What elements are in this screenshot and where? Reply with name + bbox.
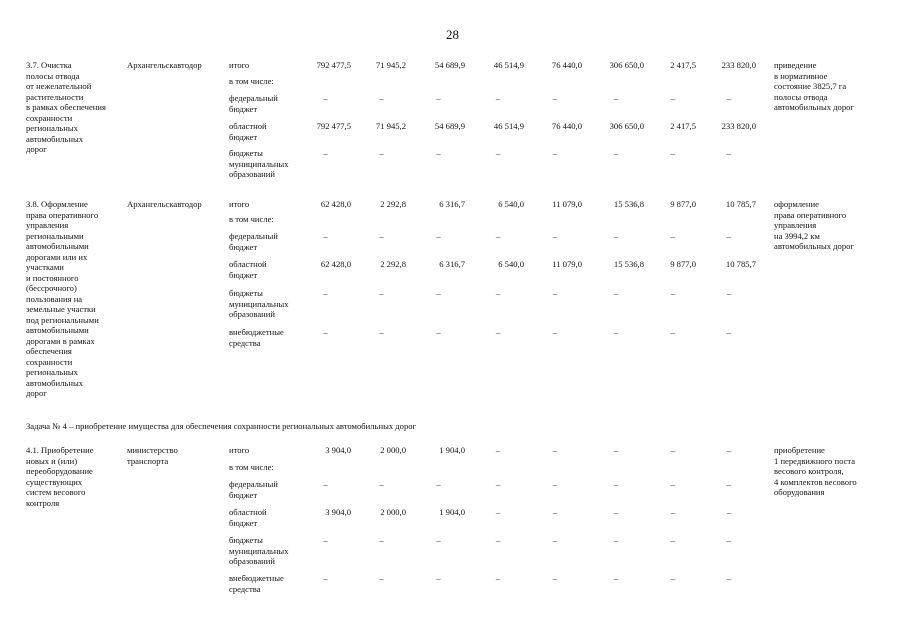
value-cell: 11 079,0 (552, 199, 582, 209)
value-cell: 1 904,0 (439, 445, 465, 455)
value-cell: – (379, 288, 384, 298)
value-cell: 792 477,5 (316, 121, 351, 131)
value-cell: 792 477,5 (316, 60, 351, 70)
value-cell: 9 877,0 (670, 199, 696, 209)
row-result: приведение в нормативное состояние 3825,7 га полосы отвода автомобильных дорог (774, 60, 854, 112)
value-cell: 2 417,5 (670, 60, 696, 70)
value-cell: 10 785,7 (725, 259, 756, 269)
row-executor: Архангельскавтодор (127, 199, 202, 209)
value-cell: – (495, 535, 501, 545)
value-cell: – (323, 327, 328, 337)
value-cell: – (552, 573, 558, 583)
value-cell: 3 904,0 (325, 445, 351, 455)
value-cell: – (613, 93, 619, 103)
value-cell: 46 514,9 (493, 121, 524, 131)
value-cell: – (436, 93, 441, 103)
value-cell: – (670, 479, 676, 489)
value-cell: 6 316,7 (439, 199, 465, 209)
value-cell: 62 428,0 (320, 259, 351, 269)
value-cell: 15 536,8 (613, 259, 644, 269)
value-cell: – (613, 327, 619, 337)
value-cell: – (552, 445, 558, 455)
value-cell: – (436, 573, 441, 583)
value-cell: – (613, 445, 619, 455)
source-label: областной бюджет (229, 121, 267, 142)
value-cell: – (670, 148, 676, 158)
row-executor: министерство транспорта (127, 445, 178, 466)
value-cell: 15 536,8 (613, 199, 644, 209)
value-cell: 1 904,0 (439, 507, 465, 517)
value-cell: 2 292,8 (380, 259, 406, 269)
value-cell: 6 540,0 (498, 199, 524, 209)
value-cell: – (670, 445, 676, 455)
value-cell: – (670, 535, 676, 545)
value-cell: 11 079,0 (552, 259, 582, 269)
value-cell: – (436, 288, 441, 298)
value-cell: 233 820,0 (721, 121, 756, 131)
value-cell: – (670, 507, 676, 517)
value-cell: – (670, 288, 676, 298)
task-heading: Задача № 4 – приобретение имущества для обеспечения сохранности региональных автомобильных дорог (26, 421, 417, 431)
value-cell: – (613, 573, 619, 583)
row-title: 3.8. Оформление права оперативного управления региональными автомобильными дорогами или их участками и постоянного (бессрочного) пользования на земельные участки под региональными автомобильными дорогами в рамках обеспечения сохранности региональных автомобильных дорог (26, 199, 99, 398)
source-label: федеральный бюджет (229, 231, 278, 252)
source-label: в том числе: (229, 76, 274, 86)
value-cell: – (323, 535, 328, 545)
value-cell: – (726, 148, 732, 158)
value-cell: 2 417,5 (670, 121, 696, 131)
value-cell: 2 292,8 (380, 199, 406, 209)
value-cell: – (379, 535, 384, 545)
page-number: 28 (446, 27, 459, 42)
source-label: бюджеты муниципальных образований (229, 535, 289, 566)
source-label: в том числе: (229, 462, 274, 472)
value-cell: – (552, 535, 558, 545)
value-cell: – (726, 231, 732, 241)
source-label: федеральный бюджет (229, 93, 278, 114)
source-label: итого (229, 445, 250, 455)
value-cell: – (323, 148, 328, 158)
value-cell: – (613, 535, 619, 545)
value-cell: – (552, 93, 558, 103)
value-cell: – (323, 573, 328, 583)
value-cell: 10 785,7 (725, 199, 756, 209)
value-cell: – (552, 327, 558, 337)
value-cell: – (552, 148, 558, 158)
value-cell: 6 540,0 (498, 259, 524, 269)
value-cell: – (726, 479, 732, 489)
value-cell: – (323, 231, 328, 241)
value-cell: 6 316,7 (439, 259, 465, 269)
value-cell: – (379, 573, 384, 583)
value-cell: – (495, 288, 501, 298)
value-cell: – (323, 288, 328, 298)
row-executor: Архангельскавтодор (127, 60, 202, 70)
value-cell: – (495, 445, 501, 455)
value-cell: 9 877,0 (670, 259, 696, 269)
value-cell: – (379, 231, 384, 241)
value-cell: – (379, 148, 384, 158)
source-label: бюджеты муниципальных образований (229, 288, 289, 319)
value-cell: – (323, 93, 328, 103)
value-cell: – (552, 288, 558, 298)
value-cell: 3 904,0 (325, 507, 351, 517)
value-cell: – (495, 573, 501, 583)
value-cell: – (613, 288, 619, 298)
value-cell: – (495, 327, 501, 337)
source-label: внебюджетные средства (229, 573, 284, 594)
value-cell: 54 689,9 (434, 121, 465, 131)
source-label: итого (229, 60, 250, 70)
value-cell: – (613, 148, 619, 158)
value-cell: – (726, 93, 732, 103)
value-cell: 62 428,0 (320, 199, 351, 209)
value-cell: 233 820,0 (721, 60, 756, 70)
value-cell: – (379, 479, 384, 489)
source-label: внебюджетные средства (229, 327, 284, 348)
value-cell: 76 440,0 (551, 121, 582, 131)
value-cell: – (495, 93, 501, 103)
value-cell: 76 440,0 (551, 60, 582, 70)
value-cell: – (670, 327, 676, 337)
value-cell: 306 650,0 (609, 121, 644, 131)
value-cell: – (613, 231, 619, 241)
value-cell: – (379, 93, 384, 103)
value-cell: – (670, 93, 676, 103)
value-cell: – (436, 479, 441, 489)
value-cell: – (726, 445, 732, 455)
value-cell: 71 945,2 (375, 60, 406, 70)
value-cell: – (726, 535, 732, 545)
value-cell: 54 689,9 (434, 60, 465, 70)
value-cell: – (552, 479, 558, 489)
value-cell: – (436, 148, 441, 158)
value-cell: – (670, 573, 676, 583)
value-cell: – (613, 507, 619, 517)
row-title: 3.7. Очистка полосы отвода от нежелательной растительности в рамках обеспечения сохранности региональных автомобильных дорог (26, 60, 106, 154)
source-label: областной бюджет (229, 259, 267, 280)
row-result: приобретение 1 передвижного поста весового контроля, 4 комплектов весового оборудования (774, 445, 857, 497)
value-cell: – (436, 231, 441, 241)
value-cell: – (726, 573, 732, 583)
value-cell: – (436, 535, 441, 545)
value-cell: – (726, 327, 732, 337)
value-cell: – (323, 479, 328, 489)
value-cell: – (726, 507, 732, 517)
source-label: в том числе: (229, 214, 274, 224)
value-cell: 71 945,2 (375, 121, 406, 131)
value-cell: – (552, 507, 558, 517)
source-label: бюджеты муниципальных образований (229, 148, 289, 179)
value-cell: 46 514,9 (493, 60, 524, 70)
value-cell: 2 000,0 (380, 445, 406, 455)
value-cell: – (495, 231, 501, 241)
value-cell: – (726, 288, 732, 298)
source-label: федеральный бюджет (229, 479, 278, 500)
value-cell: – (670, 231, 676, 241)
value-cell: 2 000,0 (380, 507, 406, 517)
row-result: оформление права оперативного управления на 3994,2 км автомобильных дорог (774, 199, 854, 251)
value-cell: – (495, 507, 501, 517)
source-label: итого (229, 199, 250, 209)
value-cell: – (552, 231, 558, 241)
value-cell: – (379, 327, 384, 337)
value-cell: – (495, 479, 501, 489)
source-label: областной бюджет (229, 507, 267, 528)
value-cell: – (613, 479, 619, 489)
value-cell: – (436, 327, 441, 337)
value-cell: 306 650,0 (609, 60, 644, 70)
row-title: 4.1. Приобретение новых и (или) переоборудование существующих систем весового контроля (26, 445, 94, 508)
value-cell: – (495, 148, 501, 158)
